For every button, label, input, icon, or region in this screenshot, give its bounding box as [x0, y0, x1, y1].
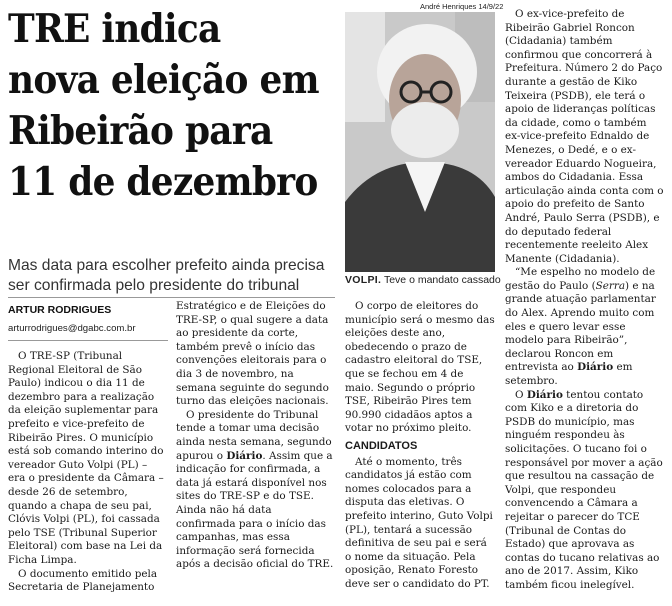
- photo-caption: [345, 274, 501, 286]
- emphasis: Serra: [595, 279, 626, 292]
- caption-text: Teve o mandato cassado: [383, 274, 501, 286]
- newspaper-name: Diário: [577, 361, 614, 374]
- article-column-3: [345, 300, 495, 591]
- paragraph: Até o momento, três candidatos já estão com nomes colocados para a disputa das eletivas. O prefeito interino, Guto Volpi (PL), tentará a sucessão definitiva de seu pai e será o nome da situação. Pela oposição, Renato Foresto deve ser o candidato do PT.: [345, 455, 493, 590]
- paragraph: [505, 266, 665, 388]
- portrait-illustration: [345, 12, 495, 272]
- photo-credit: André Henriques 14/9/22: [420, 2, 504, 11]
- section-heading: CANDIDATOS: [345, 439, 418, 452]
- newspaper-name: Diário: [226, 449, 263, 462]
- paragraph: Estratégico e de Eleições do TRE-SP, o qual sugere a data ao presidente da corte, também prevê o início das convenções eleitorais para o dia 3 de novembro, na semana seguinte do segundo turno das eleições nacionais.: [176, 300, 329, 408]
- paragraph-text: tentou contato com Kiko e a diretoria do PSDB do município, mas ninguém respondeu às solicitações. O tucano foi o responsável por mover a ação que resultou na cassação de Volpi, que respondeu convencendo a Câmara a rejeitar o parecer do TCE (Tribunal de Contas do Estado) que aprovava as contas do tucano relativas ao ano de 2017. Assim, Kiko também ficou inelegível.: [505, 388, 663, 591]
- paragraph-text: em setembro.: [505, 361, 633, 388]
- article-column-1: [8, 350, 166, 595]
- paragraph: O corpo de eleitores do município será o mesmo das eleições deste ano, obedecendo o prazo de cadastro eleitoral do TSE, que se fechou em 4 de maio. Segundo o próprio TSE, Ribeirão Pires tem 90.990 cidadãos aptos a votar no próximo pleito.: [345, 300, 495, 435]
- article-column-2: [176, 300, 334, 572]
- caption-name: VOLPI.: [345, 274, 382, 286]
- paragraph: O documento emitido pela Secretaria de Planejamento: [8, 567, 158, 594]
- divider: [8, 340, 168, 341]
- paragraph-text: O presidente do Tribunal tende a tomar uma decisão ainda nesta semana, segundo apurou o: [176, 408, 332, 462]
- subhead: Mas data para escolher prefeito ainda precisa ser confirmada pelo presidente do tribunal: [8, 257, 325, 294]
- divider: [8, 297, 335, 298]
- headline-line: nova eleição em: [8, 57, 319, 103]
- headline: [8, 4, 319, 208]
- portrait-photo: [345, 12, 495, 272]
- paragraph-text: “Me espelho no modelo de gestão do Paulo (: [505, 266, 656, 292]
- paragraph-text: ) e na grande atuação parlamentar do Alex. Aprendo muito com eles e quero levar esse modelo para Ribeirão”, declarou Roncon em entrevista ao: [505, 279, 656, 374]
- paragraph-text: O: [515, 388, 527, 401]
- article-column-4: [505, 8, 665, 593]
- headline-line: Ribeirão para: [8, 108, 273, 154]
- paragraph: O TRE-SP (Tribunal Regional Eleitoral de São Paulo) indicou o dia 11 de dezembro para a realização da eleição suplementar para prefeito e vice-prefeito de Ribeirão Pires. O município está sob comando interino do vereador Guto Volpi (PL) – era o presidente da Câmara – desde 26 de setembro, quando a chapa de seu pai, Clóvis Volpi (PL), foi cassada pelo TSE (Tribunal Superior Eleitoral) com base na Lei da Ficha Limpa.: [8, 350, 164, 566]
- headline-line: TRE indica: [8, 6, 221, 52]
- paragraph: [176, 409, 334, 572]
- byline: ARTUR RODRIGUES: [8, 304, 112, 316]
- author-email[interactable]: arturrodrigues@dgabc.com.br: [8, 323, 136, 334]
- newspaper-name: Diário: [526, 388, 563, 401]
- headline-line: 11 de dezembro: [8, 159, 318, 205]
- paragraph: O ex-vice-prefeito de Ribeirão Gabriel Roncon (Cidadania) também confirmou que concorrerá à Prefeitura. Número 2 do Paço durante a gestão de Kiko Teixeira (PSDB), ele terá o apoio de lideranças políticas da cidade, como o também ex-vice-prefeito Ednaldo de Menezes, o Dedé, e o ex-vereador Eduardo Nogueira, ambos do Cidadania. Essa articulação ainda conta com o apoio do prefeito de Santo André, Paulo Serra (PSDB), e do deputado federal recentemente reeleito Alex Manente (Cidadania).: [505, 8, 664, 265]
- paragraph: [505, 389, 665, 593]
- paragraph-text: . Assim que a indicação for confirmada, a data já estará disponível nos sites do TRE-SP e do TSE. Ainda não há data confirmada para o início das campanhas, mas essa informação será fornecida após a decisão oficial do TRE.: [176, 449, 334, 571]
